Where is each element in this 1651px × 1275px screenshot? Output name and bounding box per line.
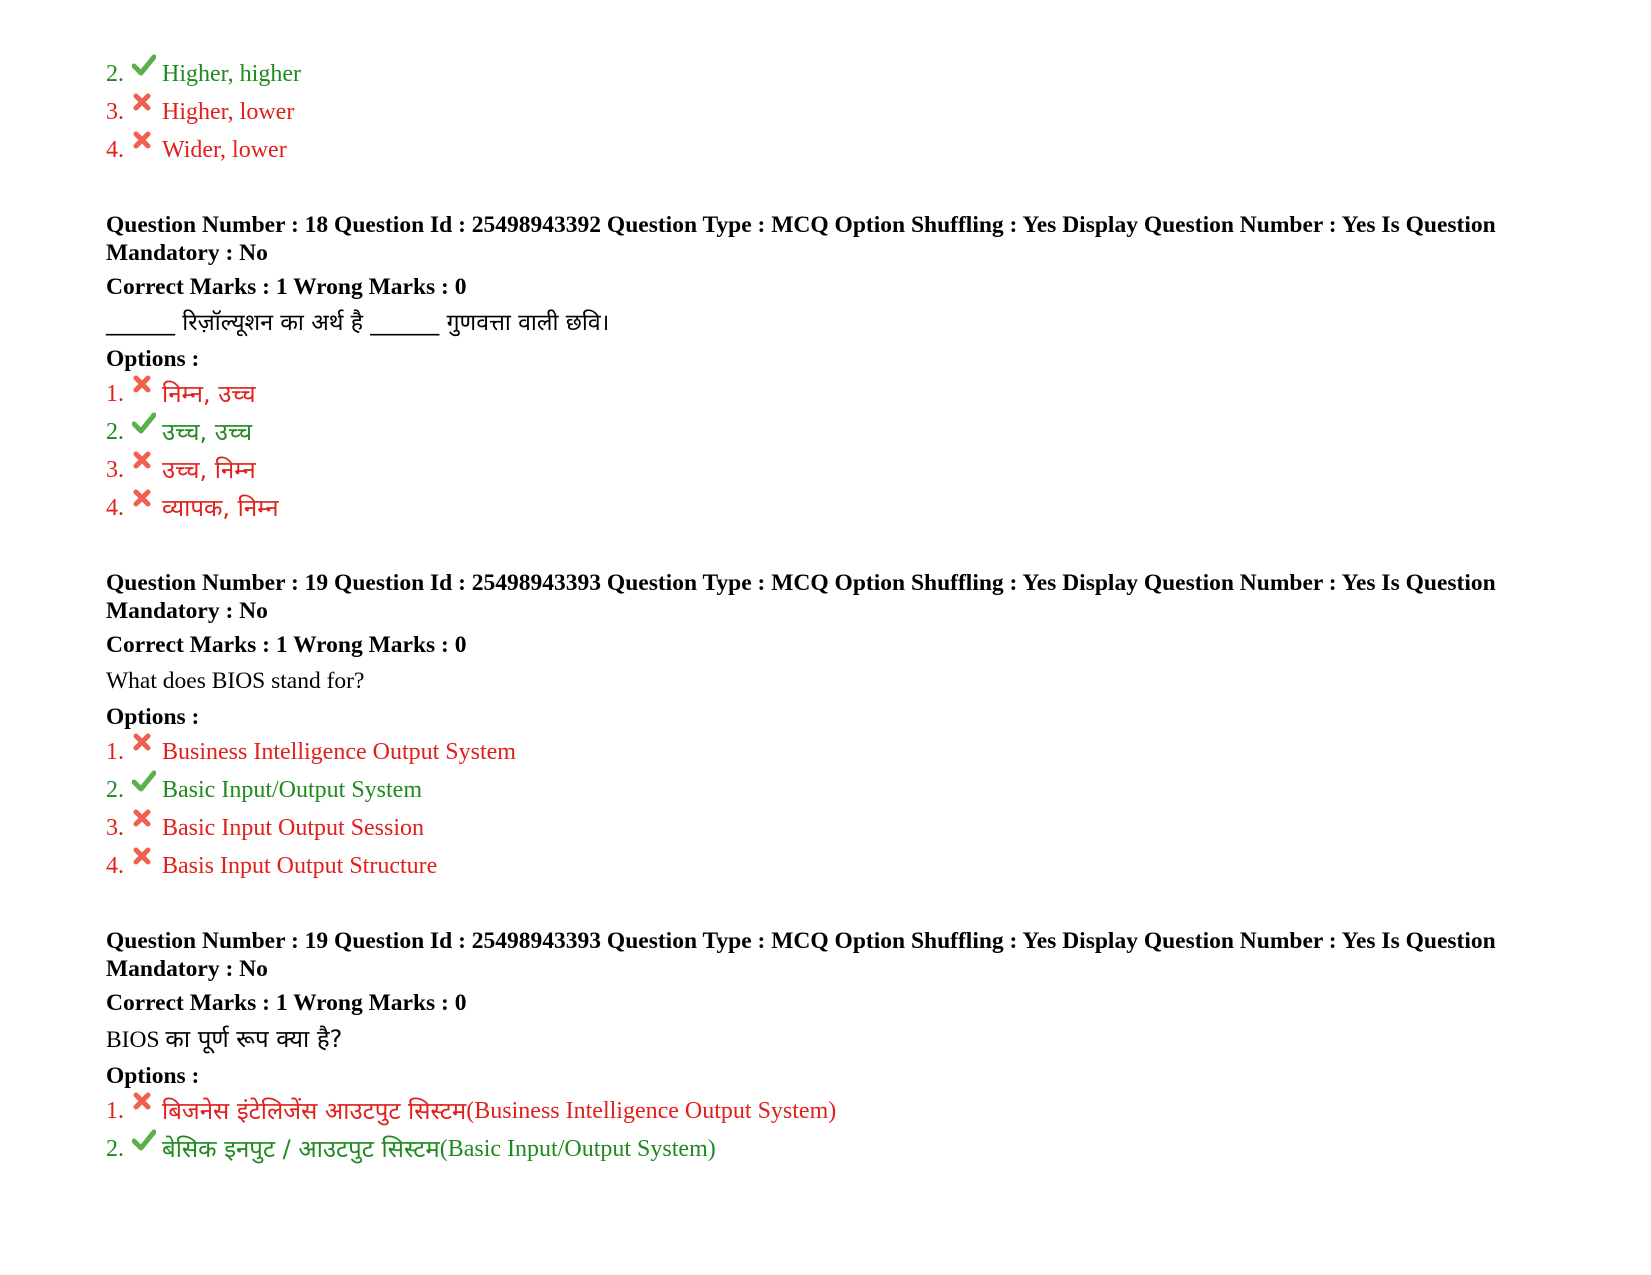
option-row (106, 489, 1526, 527)
check-icon (132, 1129, 162, 1157)
question-text: What does BIOS stand for? (106, 668, 365, 694)
option-text-english: (Basic Input/Output System) (439, 1136, 716, 1162)
option-row (106, 413, 1526, 451)
option-number: 1. (106, 739, 124, 765)
question-18-block (106, 211, 1526, 527)
cross-icon (132, 130, 162, 158)
cross-icon (132, 808, 162, 836)
option-number: 1. (106, 381, 124, 407)
option-number: 4. (106, 495, 124, 521)
option-text-hindi: बिजनेस इंटेलिजेंस आउटपुट सिस्टम (162, 1097, 467, 1125)
cross-icon (132, 374, 162, 402)
cross-icon (132, 92, 162, 120)
option-row (106, 809, 1526, 847)
question-meta: Question Number : 19 Question Id : 25498943393 Question Type : MCQ Option Shuffling : Yes Display Question Number : Yes Is Question Mandatory : No (106, 928, 1496, 982)
option-text: उच्च, उच्च (162, 418, 253, 446)
option-number: 2. (106, 61, 124, 87)
question-19-hindi-block (106, 927, 1526, 1168)
option-text-english: (Business Intelligence Output System) (466, 1098, 837, 1124)
option-row (106, 131, 1526, 169)
cross-icon (132, 846, 162, 874)
option-text: Wider, lower (162, 137, 287, 163)
option-number: 3. (106, 815, 124, 841)
question-text-hindi: का पूर्ण रूप क्या है? (165, 1025, 343, 1053)
option-text-hindi: बेसिक इनपुट / आउटपुट सिस्टम (162, 1135, 440, 1163)
option-number: 3. (106, 99, 124, 125)
options-label: Options : (106, 346, 200, 372)
options-label: Options : (106, 1063, 200, 1089)
question-text: ______ रिज़ॉल्यूशन का अर्थ है ______ गुणवत्ता वाली छवि। (106, 310, 610, 336)
cross-icon (132, 450, 162, 478)
option-number: 4. (106, 137, 124, 163)
option-row (106, 733, 1526, 771)
option-number: 3. (106, 457, 124, 483)
question-marks: Correct Marks : 1 Wrong Marks : 0 (106, 990, 467, 1016)
option-row (106, 375, 1526, 413)
option-row (106, 55, 1526, 93)
option-number: 2. (106, 1136, 124, 1162)
option-row (106, 1092, 1526, 1130)
cross-icon (132, 488, 162, 516)
option-row (106, 771, 1526, 809)
option-row (106, 847, 1526, 885)
option-number: 1. (106, 1098, 124, 1124)
option-row (106, 93, 1526, 131)
check-icon (132, 54, 162, 82)
option-text: Higher, higher (162, 61, 301, 87)
option-text: उच्च, निम्न (162, 456, 256, 484)
question-marks: Correct Marks : 1 Wrong Marks : 0 (106, 274, 467, 300)
option-row (106, 451, 1526, 489)
option-text: Higher, lower (162, 99, 295, 125)
question-text (106, 1023, 1526, 1056)
options-label: Options : (106, 704, 200, 730)
question-meta: Question Number : 19 Question Id : 25498943393 Question Type : MCQ Option Shuffling : Yes Display Question Number : Yes Is Question Mandatory : No (106, 570, 1496, 624)
check-icon (132, 770, 162, 798)
option-number: 2. (106, 419, 124, 445)
option-number: 2. (106, 777, 124, 803)
previous-question-options (106, 55, 1526, 169)
answer-key-page (106, 55, 1526, 1168)
question-text-english: BIOS (106, 1027, 166, 1053)
option-text: Basis Input Output Structure (162, 853, 438, 879)
option-number: 4. (106, 853, 124, 879)
option-text: Basic Input/Output System (162, 777, 422, 803)
cross-icon (132, 732, 162, 760)
question-meta: Question Number : 18 Question Id : 25498943392 Question Type : MCQ Option Shuffling : Yes Display Question Number : Yes Is Question Mandatory : No (106, 212, 1496, 266)
question-19-english-block (106, 569, 1526, 885)
option-text: निम्न, उच्च (162, 380, 256, 408)
option-text: व्यापक, निम्न (162, 494, 279, 522)
check-icon (132, 412, 162, 440)
option-row (106, 1130, 1526, 1168)
option-text: Basic Input Output Session (162, 815, 424, 841)
option-text: Business Intelligence Output System (162, 739, 516, 765)
question-marks: Correct Marks : 1 Wrong Marks : 0 (106, 632, 467, 658)
cross-icon (132, 1091, 162, 1119)
